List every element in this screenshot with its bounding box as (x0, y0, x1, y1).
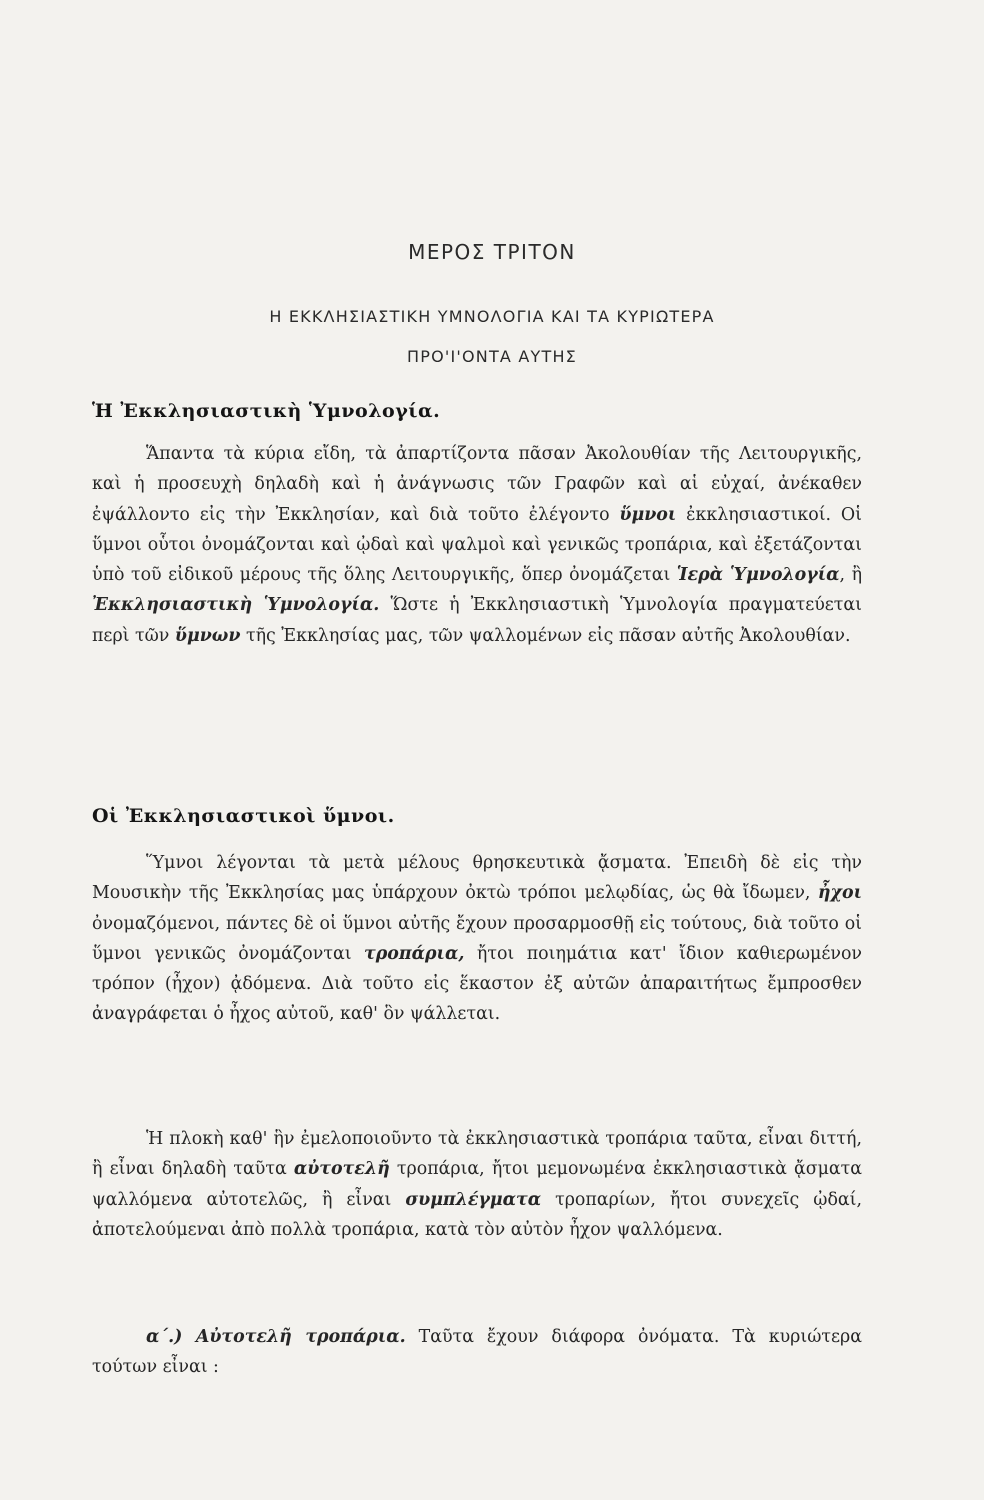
emphasis: α΄.) Αὐτοτελῆ τροπάρια. (146, 1327, 406, 1347)
emphasis: Ἐκκλησιαστικὴ Ὑμνολογία. (92, 595, 380, 616)
heading-hymns: Οἱ Ἐκκλησιαστικοὶ ὕμνοι. (92, 805, 395, 827)
section-title-line2: ΠΡΟ'Ι'ΟΝΤΑ ΑΥΤΗΣ (407, 347, 577, 366)
emphasis: Ἱερὰ Ὑμνολογία (676, 565, 840, 586)
paragraph-structure (92, 1124, 862, 1245)
paragraph-hymns (92, 848, 862, 1030)
emphasis: ὕμνων (174, 625, 241, 646)
text-run: τῆς Ἐκκλησίας μας, τῶν ψαλλομένων εἰς πᾶσαν αὐτῆς Ἀκολουθίαν. (240, 625, 851, 646)
text-run: Ταῦτα ἔχουν διάφορα ὀνόματα. Τὰ κυριώτερα τούτων εἶναι : (92, 1327, 862, 1378)
part-title: ΜΕΡΟΣ ΤΡΙΤΟΝ (408, 240, 576, 264)
section-title-line1: Η ΕΚΚΛΗΣΙΑΣΤΙΚΗ ΥΜΝΟΛΟΓΙΑ ΚΑΙ ΤΑ ΚΥΡΙΩΤΕΡΑ (269, 307, 715, 326)
text-run: ἐκκλησιαστικοί. Οἱ ὕμνοι οὗτοι ὀνομάζονται καὶ ᾠδαὶ καὶ ψαλμοὶ καὶ γενικῶς τροπάρια, καὶ ἐξετάζονται ὑπὸ τοῦ εἰδικοῦ μέρους τῆς ὅλης Λειτουργικῆς, ὅπερ ὀνομάζεται (92, 504, 863, 586)
emphasis: αὐτοτελῆ (293, 1159, 390, 1180)
text-run: ὀνομαζόμενοι, πάντες δὲ οἱ ὕμνοι αὐτῆς ἔχουν προσαρμοσθῇ εἰς τούτους, διὰ τοῦτο οἱ ὕμνοι γενικῶς ὀνομάζονται (92, 913, 862, 964)
text-run: Ἡ πλοκὴ καθ' ἣν ἐμελοποιοῦντο τὰ ἐκκλησιαστικὰ τροπάρια ταῦτα, εἶναι διττή, ἢ εἶναι δηλαδὴ ταῦτα (92, 1129, 862, 1180)
paragraph-hymnology (92, 439, 862, 651)
text-run: , ἢ (839, 565, 862, 586)
text-run: Ὥστε ἡ Ἐκκλησιαστικὴ Ὑμνολογία πραγματεύεται περὶ τῶν (92, 595, 862, 646)
text-run: Ὕμνοι λέγονται τὰ μετὰ μέλους θρησκευτικὰ ᾄσματα. Ἐπειδὴ δὲ εἰς τὴν Μουσικὴν τῆς Ἐκκλησίας μας ὑπάρχουν ὀκτὼ τρόποι μελῳδίας, ὡς θὰ ἴδωμεν, (92, 853, 862, 904)
text-run: τροπαρίων, ἤτοι συνεχεῖς ᾠδαί, ἀποτελούμεναι ἀπὸ πολλὰ τροπάρια, κατὰ τὸν αὐτὸν ἦχον ψαλλόμενα. (92, 1189, 863, 1240)
text-run: τροπάρια, ἤτοι μεμονωμένα ἐκκλησιαστικὰ ᾄσματα ψαλλόμενα αὐτοτελῶς, ἢ εἶναι (92, 1159, 862, 1210)
emphasis: τροπάρια, (364, 943, 465, 964)
emphasis: συμπλέγματα (405, 1189, 542, 1210)
emphasis: ὕμνοι (619, 504, 677, 525)
emphasis: ἦχοι (817, 883, 862, 904)
heading-hymnology: Ἡ Ἐκκλησιαστικὴ Ὑμνολογία. (92, 400, 441, 422)
text-run: Ἅπαντα τὰ κύρια εἴδη, τὰ ἀπαρτίζοντα πᾶσαν Ἀκολουθίαν τῆς Λειτουργικῆς, καὶ ἡ προσευχὴ δηλαδὴ καὶ ἡ ἀνάγνωσις τῶν Γραφῶν καὶ αἱ εὐχαί, ἀνέκαθεν ἐψάλλοντο εἰς τὴν Ἐκκλησίαν, καὶ διὰ τοῦτο ἐλέγοντο (92, 444, 862, 525)
text-run: ἤτοι ποιημάτια κατ' ἴδιον καθιερωμένον τρόπον (ἦχον) ᾀδόμενα. Διὰ τοῦτο εἰς ἕκαστον ἐξ αὐτῶν ἀπαραιτήτως ἔμπροσθεν ἀναγράφεται ὁ ἦχος αὐτοῦ, καθ' ὃν ψάλλεται. (92, 943, 862, 1025)
paragraph-autotele (92, 1322, 862, 1383)
